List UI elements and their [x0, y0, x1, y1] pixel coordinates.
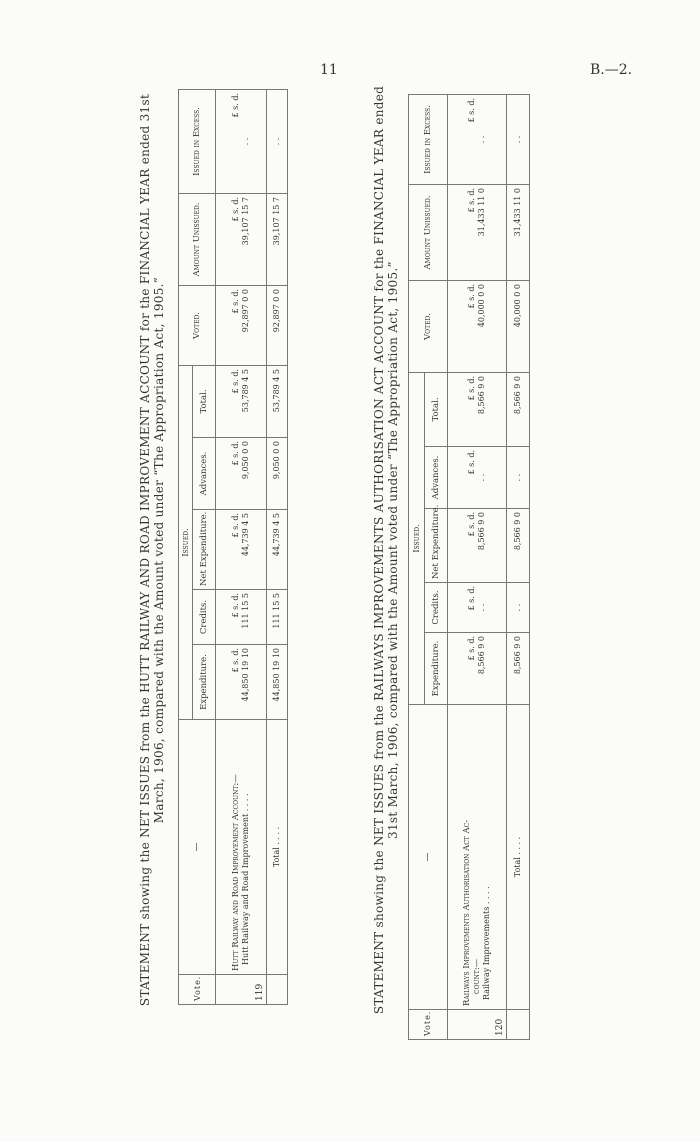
credits-header: Credits. [193, 590, 216, 645]
unissued-value: 39,107 15 7 [241, 196, 251, 246]
total-unissued: 31,433 11 0 [507, 184, 530, 280]
statement-2-title-line2: 31st March, 1906, compared with the Amount voted under “The Appropriation Act, 1905.” [386, 261, 400, 839]
net-expenditure-header: Net Expenditure. [425, 509, 448, 583]
issued-header: Issued. [409, 372, 425, 704]
statement-1-table [178, 89, 288, 1005]
total-expenditure: 8,566 9 0 [507, 633, 530, 705]
statement-1-title-line2: March, 1906, compared with the Amount voted under “The Appropriation Act, 1905.” [152, 276, 166, 824]
currency-header: £ s. d. [231, 288, 241, 314]
table-row [216, 89, 267, 1004]
total-label: Total . . . . [267, 720, 288, 975]
advances-value: . . [477, 473, 487, 482]
total-net-expenditure: 44,739 4 5 [267, 510, 288, 590]
currency-header: £ s. d. [467, 586, 477, 611]
total-cell [216, 365, 267, 437]
currency-header: £ s. d. [231, 593, 241, 618]
advances-cell [447, 447, 506, 509]
total-credits: 111 15 5 [267, 590, 288, 645]
voted-cell [447, 280, 506, 372]
expenditure-cell [216, 645, 267, 720]
statement-2-table-wrap [408, 94, 530, 1040]
total-total: 53,789 4 5 [267, 365, 288, 437]
description-header: — [409, 705, 448, 1010]
voted-header: Voted. [409, 280, 448, 372]
total-value: 53,789 4 5 [241, 368, 251, 413]
net-expenditure-value: 8,566 9 0 [477, 512, 487, 551]
unissued-value: 31,433 11 0 [477, 187, 487, 237]
total-label: Total . . . . [507, 705, 530, 1010]
total-value: 8,566 9 0 [477, 375, 487, 415]
total-net-expenditure: 8,566 9 0 [507, 509, 530, 583]
credits-value: . . [477, 603, 487, 612]
table-row [447, 94, 506, 1039]
statement-2-title [372, 60, 400, 1040]
voted-value: 92,897 0 0 [241, 288, 251, 333]
account-heading-cont: count:— [472, 958, 483, 994]
item-label: Hutt Railway and Road Improvement . . . . [241, 793, 251, 965]
voted-header: Voted. [179, 285, 216, 365]
statement-2-title-line1: STATEMENT showing the NET ISSUES from the RAILWAYS IMPROVEMENTS AUTHORISATION ACT ACCOUNT for the FINANCIAL YEAR ended [372, 85, 386, 1015]
account-heading: Hutt Railway and Road Improvement Account:— [231, 774, 242, 971]
total-advances: 9,050 0 0 [267, 438, 288, 510]
currency-header: £ s. d. [231, 648, 241, 673]
credits-header: Credits. [425, 583, 448, 633]
vote-number: 119 [216, 975, 267, 1005]
total-header: Total. [193, 365, 216, 437]
currency-header: £ s. d. [467, 450, 477, 475]
total-unissued: 39,107 15 7 [267, 193, 288, 285]
account-description [447, 705, 506, 1010]
description-header: — [179, 720, 216, 975]
total-excess: . . [267, 89, 288, 193]
voted-cell [216, 285, 267, 365]
statement-2-table [408, 94, 530, 1040]
excess-header: Issued in Excess. [179, 89, 216, 193]
excess-value: . . [477, 135, 487, 144]
item-label: Railway Improvements . . . . [482, 886, 492, 1000]
net-expenditure-cell [447, 509, 506, 583]
advances-value: 9,050 0 0 [241, 441, 251, 480]
voted-value: 40,000 0 0 [477, 283, 487, 328]
total-expenditure: 44,850 19 10 [267, 645, 288, 720]
vote-number: 120 [447, 1010, 506, 1040]
excess-cell [216, 89, 267, 193]
excess-value: . . [241, 137, 251, 146]
credits-value: 111 15 5 [241, 593, 251, 629]
statement-1-title [138, 90, 166, 1010]
currency-header: £ s. d. [467, 512, 477, 537]
issued-header: Issued. [179, 365, 193, 719]
statement-1-title-line1: STATEMENT showing the NET ISSUES from the HUTT RAILWAY AND ROAD IMPROVEMENT ACCOUNT for the FINANCIAL YEAR ended 31st [138, 93, 152, 1007]
currency-header: £ s. d. [231, 196, 241, 222]
net-expenditure-value: 44,739 4 5 [241, 513, 251, 557]
account-heading: Railways Improvements Authorisation Act Ac- [462, 819, 473, 1006]
excess-header: Issued in Excess. [409, 94, 448, 184]
total-voted: 40,000 0 0 [507, 280, 530, 372]
total-header: Total. [425, 372, 448, 446]
unissued-header: Amount Unissued. [409, 184, 448, 280]
unissued-header: Amount Unissued. [179, 193, 216, 285]
credits-cell [216, 590, 267, 645]
total-advances: . . [507, 447, 530, 509]
currency-header: £ s. d. [231, 368, 241, 394]
excess-cell [447, 94, 506, 184]
document-reference: B.—2. [590, 62, 633, 78]
currency-header: £ s. d. [467, 636, 477, 661]
currency-header: £ s. d. [467, 283, 477, 309]
unissued-cell [447, 184, 506, 280]
currency-header: £ s. d. [231, 92, 241, 118]
advances-header: Advances. [425, 447, 448, 509]
page-number: 11 [320, 62, 338, 78]
expenditure-value: 44,850 19 10 [241, 648, 251, 702]
account-description [216, 720, 267, 975]
net-expenditure-header: Net Expenditure. [193, 510, 216, 590]
total-cell [447, 372, 506, 446]
expenditure-header: Expenditure. [193, 645, 216, 720]
total-row [507, 94, 530, 1039]
vote-header: Vote. [409, 1010, 448, 1040]
advances-header: Advances. [193, 438, 216, 510]
currency-header: £ s. d. [467, 97, 477, 123]
total-voted: 92,897 0 0 [267, 285, 288, 365]
credits-cell [447, 583, 506, 633]
expenditure-cell [447, 633, 506, 705]
total-excess: . . [507, 94, 530, 184]
total-total: 8,566 9 0 [507, 372, 530, 446]
currency-header: £ s. d. [467, 375, 477, 401]
advances-cell [216, 438, 267, 510]
statement-1-table-wrap [178, 89, 288, 1005]
currency-header: £ s. d. [231, 513, 241, 538]
vote-header: Vote. [179, 975, 216, 1005]
expenditure-value: 8,566 9 0 [477, 636, 487, 675]
net-expenditure-cell [216, 510, 267, 590]
total-credits: . . [507, 583, 530, 633]
unissued-cell [216, 193, 267, 285]
total-row [267, 89, 288, 1004]
expenditure-header: Expenditure. [425, 633, 448, 705]
currency-header: £ s. d. [231, 441, 241, 466]
currency-header: £ s. d. [467, 187, 477, 213]
